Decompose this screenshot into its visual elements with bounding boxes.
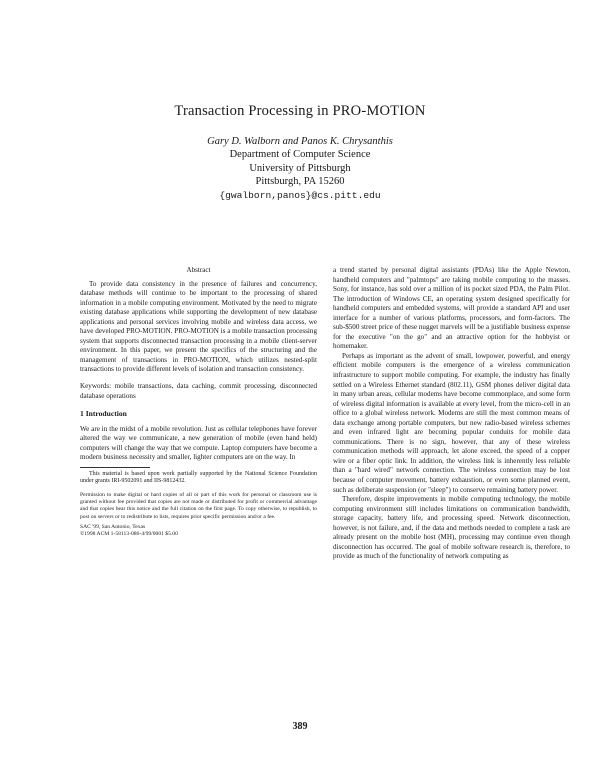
author-names: Gary D. Walborn and Panos K. Chrysanthis xyxy=(207,136,393,147)
author-email: {gwalborn,panos}@cs.pitt.edu xyxy=(219,189,381,201)
city: Pittsburgh, PA 15260 xyxy=(255,176,345,188)
keywords: Keywords: mobile transactions, data caching, commit processing, disconnected database operations xyxy=(80,382,317,400)
body-paragraph: Perhaps as important as the advent of small, lowpower, powerful, and energy efficient mobile computers is the emergence of a wireless communication infrastructure to support mobile computing. For example, the industry has finally settled on a Wireless Ethernet standard (802.11), GSM phones deliver digital data in many urban areas, cellular modems have become commonplace, and some form of wireless digital information is available at every level, from the micro-cell in an office to a global wireless network. Modems are still the most common means of data exchange among portable computers, but new radio-based wireless schemes and even infrared light are becoming popular conduits for mobile data communications. There is no sign, however, that any of these wireless communication methods will approach, let alone exceed, the speed of a copper wire or a fiber optic link. In addition, the wireless link is inherently less reliable than a "hard wired" network connection. The wireless connection may be lost because of computer movement, battery exhaustion, or even some planned event, such as deliberate suspension (or "sleep") to conserve remaining battery power. xyxy=(333,351,570,494)
abstract-text: To provide data consistency in the presence of failures and concurrency, database methods will continue to be important to the processing of shared information in a mobile computing environment. Motivated by the need to migrate existing database applications while supporting the development of new database applications and personal services involving mobile and wireless data access, we have developed PRO-MOTION. PRO-MOTION is a mobile transaction processing system that supports disconnected transaction processing in a mobile client-server environment. In this paper, we present the specifics of the structuring and the management of transactions in PRO-MOTION, which utilizes nested-split transactions to provide different levels of isolation and transaction consistency. xyxy=(80,279,317,374)
left-column xyxy=(80,266,317,538)
section-heading-introduction: 1 Introduction xyxy=(80,409,127,419)
abstract-heading: Abstract xyxy=(186,266,211,274)
page-number: 389 xyxy=(292,721,308,732)
body-paragraph: a trend started by personal digital assistants (PDAs) like the Apple Newton, handheld computers and "palmtops" are taking mobile computing to the masses. Sony, for instance, has sold over a million of its pocket sized PDA, the Palm Pilot. The introduction of Windows CE, an operating system designed specifically for handheld computers and embedded systems, will provide a standard API and user interface for a number of various platforms, processors, and form-factors. The sub-$500 street price of these nugget marvels will be a justifiable business expense for the executive "on the go" and an attractive option for the hobbyist or homemaker. xyxy=(333,266,570,351)
body-paragraph: Therefore, despite improvements in mobile computing technology, the mobile computing environment still includes limitations on communication bandwidth, storage capacity, battery life, and processing speed. Network disconnection, however, is not failure, and, if the data and methods needed to complete a task are already present on the mobile host (MH), processing may continue even though disconnection has occurred. The goal of mobile software research is, therefore, to provide as much of the functionality of network computing as xyxy=(333,495,570,561)
copyright-line: ©1998 ACM 1-58113-086-4/99/0001 $5.00 xyxy=(80,531,178,538)
university: University of Pittsburgh xyxy=(249,162,351,174)
department: Department of Computer Science xyxy=(229,149,371,161)
intro-paragraph: We are in the midst of a mobile revolution. Just as cellular telephones have forever altered the way we communicate, a new generation of mobile (even hand held) computers will change the way that we compute. Laptop computers have become a modern business necessity and smaller, lighter computers are on the way. In xyxy=(80,424,317,462)
conference-info: SAC '99, San Antonio, Texas xyxy=(80,523,146,530)
footnote: This material is based upon work partially supported by the National Science Foundation under grants IRI-9502091 and IIS-9812432. xyxy=(80,470,317,485)
author-block xyxy=(0,135,600,202)
footnote-divider xyxy=(80,467,150,468)
permission-notice: Permission to make digital or hard copies of all or part of this work for personal or classroom use is granted without fee provided that copies are not made or distributed for profit or commercial advantage and that copies bear this notice and the full citation on the first page. To copy otherwise, to republish, to post on servers or to redistribute to lists, requires prior specific permission and/or a fee. xyxy=(80,492,317,520)
right-column xyxy=(333,266,570,562)
paper-title: Transaction Processing in PRO-MOTION xyxy=(174,103,426,119)
